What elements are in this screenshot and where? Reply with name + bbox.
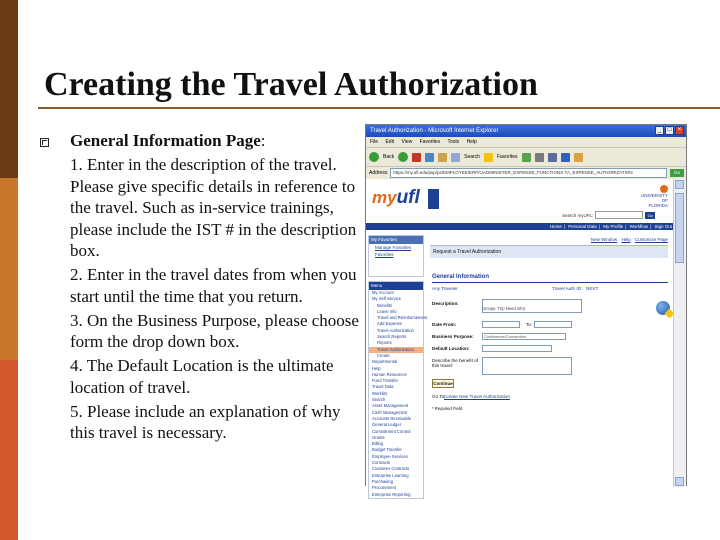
location-row	[430, 343, 668, 355]
menu-item[interactable]: Create	[377, 352, 390, 358]
menu-item[interactable]: My Self Service	[372, 296, 402, 302]
forward-icon[interactable]	[398, 152, 408, 162]
globe-cursor-icon	[656, 301, 670, 315]
continue-row	[430, 377, 668, 391]
date-from-label: Date From:	[432, 322, 457, 327]
bullet-heading: General Information Page	[70, 131, 261, 150]
step-1: 1. Enter in the description of the travel. Please give specific details in reference to the travel. Such as in-service trainings, please include the IST # in the description box.	[70, 155, 357, 260]
window-controls	[655, 126, 684, 135]
menu-item[interactable]: Worklist	[372, 390, 387, 396]
back-label: Back	[383, 154, 395, 160]
title-divider	[38, 107, 720, 109]
menu-item[interactable]: Leave Info	[377, 308, 397, 314]
menu-item[interactable]: Help	[372, 365, 381, 371]
general-information-heading: General Information	[432, 274, 490, 280]
description-label: Description:	[432, 301, 459, 306]
stop-icon[interactable]	[412, 153, 421, 162]
bullet-body	[70, 130, 360, 446]
date-to-input[interactable]	[534, 321, 572, 328]
menu-item[interactable]: Add Expense	[377, 321, 402, 327]
menu-item[interactable]: Commitment Control	[372, 428, 411, 434]
portal-search-label: Search myUFL:	[562, 212, 594, 218]
favorites-label: Favorites	[496, 154, 518, 160]
page-scrollbar[interactable]	[673, 179, 686, 487]
menu-item[interactable]: Travel and Reimbursement	[377, 315, 428, 321]
logo-accent-box	[428, 189, 439, 209]
purpose-label: Business Purpose:	[432, 334, 474, 339]
topnav-personal-data[interactable]: Personal Data	[568, 224, 597, 229]
date-from-input[interactable]	[482, 321, 520, 328]
uf-seal-line-2: FLORIDA	[648, 203, 668, 208]
checkbox-bullet-icon	[40, 138, 49, 147]
go-button[interactable]: Go	[670, 169, 684, 177]
topnav-home[interactable]: Home	[549, 224, 562, 229]
address-input[interactable]: https://my.ufl.edu/psp/ps/EMPLOYEE/ERP/c/ADMINISTER_EXPENSE_FUNCTIONS.TA_EXPENSE_AUTHORIZATION	[390, 168, 667, 178]
uf-seal-icon	[660, 185, 668, 193]
menu-item[interactable]: Travel Authorization	[377, 327, 414, 333]
menu-help[interactable]: Help	[466, 139, 477, 145]
comment-label: Describe the benefit of this travel:	[432, 358, 478, 368]
menu-item[interactable]: Procurement	[372, 485, 396, 491]
menu-item[interactable]: Search	[372, 397, 386, 403]
browser-screenshot	[365, 124, 687, 497]
slide-title: Creating the Travel Authorization	[44, 66, 538, 103]
menu-item[interactable]: Asset Management	[372, 403, 409, 409]
address-label: Address	[369, 170, 388, 176]
date-row	[430, 319, 668, 331]
left-navigation	[368, 235, 428, 499]
menu-item[interactable]: Billing	[372, 441, 384, 447]
menu-item[interactable]: Enterprise Learning	[372, 472, 409, 478]
required-row	[430, 403, 668, 413]
comment-row	[430, 355, 668, 377]
menu-panel	[368, 281, 428, 499]
search-label: Search	[464, 154, 480, 160]
menu-item[interactable]: Travel Authorization	[369, 347, 423, 353]
menu-item[interactable]: Cash Management	[372, 409, 408, 415]
menu-item[interactable]: General Ledger	[372, 422, 402, 428]
myufl-logo	[372, 187, 420, 209]
browser-title-bar	[366, 125, 686, 137]
menu-item[interactable]: Human Resources	[372, 371, 407, 377]
step-3: 3. On the Business Purpose, please choose form the drop down box.	[70, 310, 359, 351]
minimize-icon[interactable]: _	[655, 126, 664, 135]
word-icon[interactable]	[561, 153, 570, 162]
back-icon[interactable]	[369, 152, 379, 162]
topnav-sign-out[interactable]: Sign Out	[654, 224, 672, 229]
left-bar-orange-segment	[0, 178, 18, 360]
menu-tools[interactable]: Tools	[447, 139, 460, 145]
uf-seal-logo	[634, 185, 668, 207]
traveler-row	[430, 283, 668, 295]
menu-item[interactable]: Departmental	[372, 359, 398, 365]
favorites-star-icon[interactable]	[484, 153, 493, 162]
description-hint: (Scope, Trip Need info)	[482, 306, 526, 311]
topnav-my-profile[interactable]: My Profile	[603, 224, 624, 229]
page-title-bar: Request a Travel Authorization	[430, 245, 668, 258]
auth-id-label: Travel Auth ID:	[552, 286, 583, 291]
scroll-thumb[interactable]	[675, 193, 684, 263]
purpose-row	[430, 331, 668, 343]
home-icon[interactable]	[438, 153, 447, 162]
comment-textarea[interactable]	[482, 357, 572, 375]
favorites-panel	[368, 235, 424, 277]
folder-icon[interactable]	[574, 153, 583, 162]
menu-item[interactable]: Contracts	[372, 460, 390, 466]
left-bar-red-segment	[0, 360, 18, 540]
mail-icon[interactable]	[535, 153, 544, 162]
manage-favorites-link[interactable]: Manage Favorites	[375, 245, 412, 250]
maximize-icon[interactable]: □	[665, 126, 674, 135]
portal-search-go[interactable]: Go	[645, 212, 655, 219]
portal-search-input[interactable]	[595, 211, 643, 219]
topnav-workflow[interactable]: Workflow	[629, 224, 649, 229]
favorites-link[interactable]: Favorites	[375, 252, 394, 257]
menu-view[interactable]: View	[401, 139, 413, 145]
favorites-panel-head: My Favorites	[369, 236, 423, 244]
menu-edit[interactable]: Edit	[385, 139, 395, 145]
portal-top-nav: Home | Personal Data | My Profile | Workflow | Sign Out	[366, 223, 674, 230]
step-2: 2. Enter in the travel dates from when you start until the time that you return.	[70, 265, 357, 306]
menu-item[interactable]: Enterprise Reporting	[372, 491, 411, 497]
menu-item[interactable]: Reports	[377, 340, 392, 346]
search-icon[interactable]	[451, 153, 460, 162]
portal-search	[562, 211, 655, 219]
bullet-heading-suffix: :	[260, 131, 266, 150]
menu-item[interactable]: Search Reports	[377, 334, 407, 340]
close-icon[interactable]: ×	[675, 126, 684, 135]
scroll-down-icon[interactable]	[675, 477, 684, 486]
step-5: 5. Please include an explanation of why this travel is necessary.	[70, 401, 341, 442]
menu-panel-head: Menu	[369, 282, 423, 290]
date-to-label: To:	[526, 322, 533, 327]
create-new-ta-link[interactable]: Create New Travel Authorization	[444, 394, 510, 399]
menu-item[interactable]: Budget Transfer	[372, 447, 402, 453]
menu-item[interactable]: Accounts Receivable	[372, 415, 412, 421]
history-icon[interactable]	[522, 153, 531, 162]
menu-item[interactable]: Benefits	[377, 302, 393, 308]
menu-file[interactable]: File	[370, 139, 379, 145]
menu-item[interactable]: Employee Services	[372, 453, 408, 459]
required-note: * Required Field	[432, 406, 463, 411]
browser-toolbar	[366, 148, 686, 167]
menu-item[interactable]: Grants	[372, 434, 385, 440]
menu-item[interactable]: My Account	[372, 290, 394, 295]
uf-seal-line-1: UNIVERSITY OF	[640, 193, 668, 203]
browser-menu-bar	[366, 137, 686, 148]
menu-item[interactable]: Customer Contracts	[372, 466, 410, 472]
refresh-icon[interactable]	[425, 153, 434, 162]
menu-favorites[interactable]: Favorites	[419, 139, 441, 145]
step-4: 4. The Default Location is the ultimate location of travel.	[70, 356, 334, 397]
myufl-page	[366, 179, 674, 497]
traveler-name: Any Traveler	[432, 286, 458, 291]
location-input[interactable]	[482, 345, 552, 352]
help-link[interactable]: Help	[621, 237, 631, 242]
print-icon[interactable]	[548, 153, 557, 162]
auth-id-value: NEXT	[586, 286, 599, 291]
left-color-bar	[0, 0, 18, 540]
goto-row	[430, 391, 668, 403]
goto-label: Go To:	[432, 394, 446, 399]
browser-window-title: Travel Authorization - Microsoft Internet Explorer	[370, 128, 499, 134]
purpose-select[interactable]: Conference/Convention	[482, 333, 566, 340]
customize-page-link[interactable]: Customize Page	[634, 237, 668, 242]
page-utility-links	[588, 237, 668, 242]
menu-item[interactable]: Purchasing	[372, 478, 393, 484]
new-window-link[interactable]: New Window	[590, 237, 618, 242]
location-label: Default Location:	[432, 346, 470, 351]
description-row	[430, 295, 668, 319]
continue-button[interactable]: Continue	[433, 381, 453, 386]
logo-my: my	[372, 188, 397, 207]
menu-item[interactable]: Travel Data	[372, 384, 394, 390]
left-bar-dark-segment	[0, 0, 18, 178]
logo-ufl: ufl	[396, 187, 420, 208]
menu-item[interactable]: Fund Transfer	[372, 378, 399, 384]
travel-auth-content	[430, 245, 668, 413]
scroll-up-icon[interactable]	[675, 180, 684, 189]
